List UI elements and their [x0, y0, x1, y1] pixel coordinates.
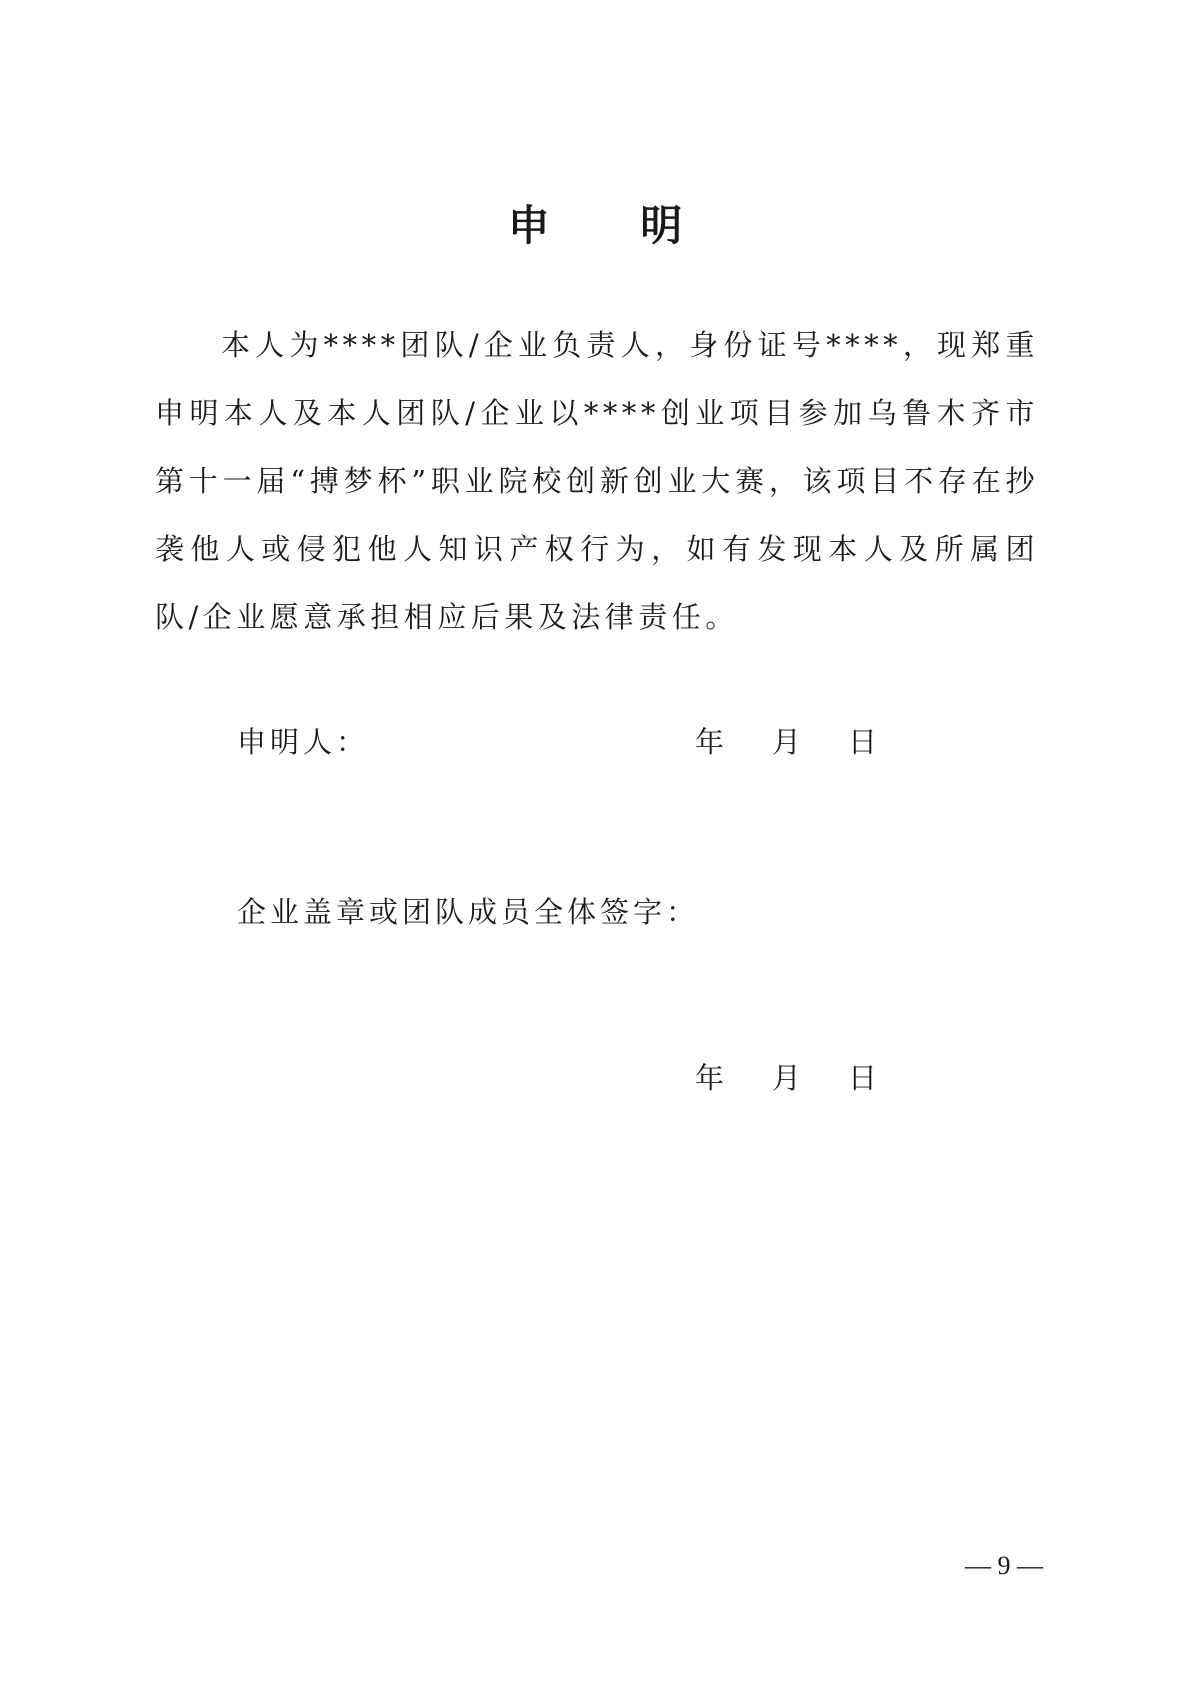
page-number: — 9 — [965, 1551, 1043, 1580]
page-title: 申 明 [507, 201, 721, 250]
declarant-date [0, 722, 1190, 762]
declarant-label: 申明人： [237, 725, 370, 759]
signature-label: 企业盖章或团队成员全体签字： [237, 895, 700, 929]
signature-date [0, 1058, 1190, 1098]
date-year-label: 年 [695, 1061, 725, 1095]
declaration-paragraph: 本人为****团队/企业负责人，身份证号****，现郑重申明本人及本人团队/企业以****创业项目参加乌鲁木齐市第十一届“搏梦杯”职业院校创新创业大赛，该项目不存在抄袭他人或侵犯他人知识产权行为，如有发现本人及所属团队/企业愿意承担相应后果及法律责任。 [155, 328, 1039, 634]
date-month-label: 月 [772, 725, 802, 759]
date-month-label: 月 [772, 1061, 802, 1095]
date-day-label: 日 [848, 1061, 878, 1095]
date-year-label: 年 [695, 725, 725, 759]
date-day-label: 日 [848, 725, 878, 759]
declaration-body [155, 311, 1039, 651]
